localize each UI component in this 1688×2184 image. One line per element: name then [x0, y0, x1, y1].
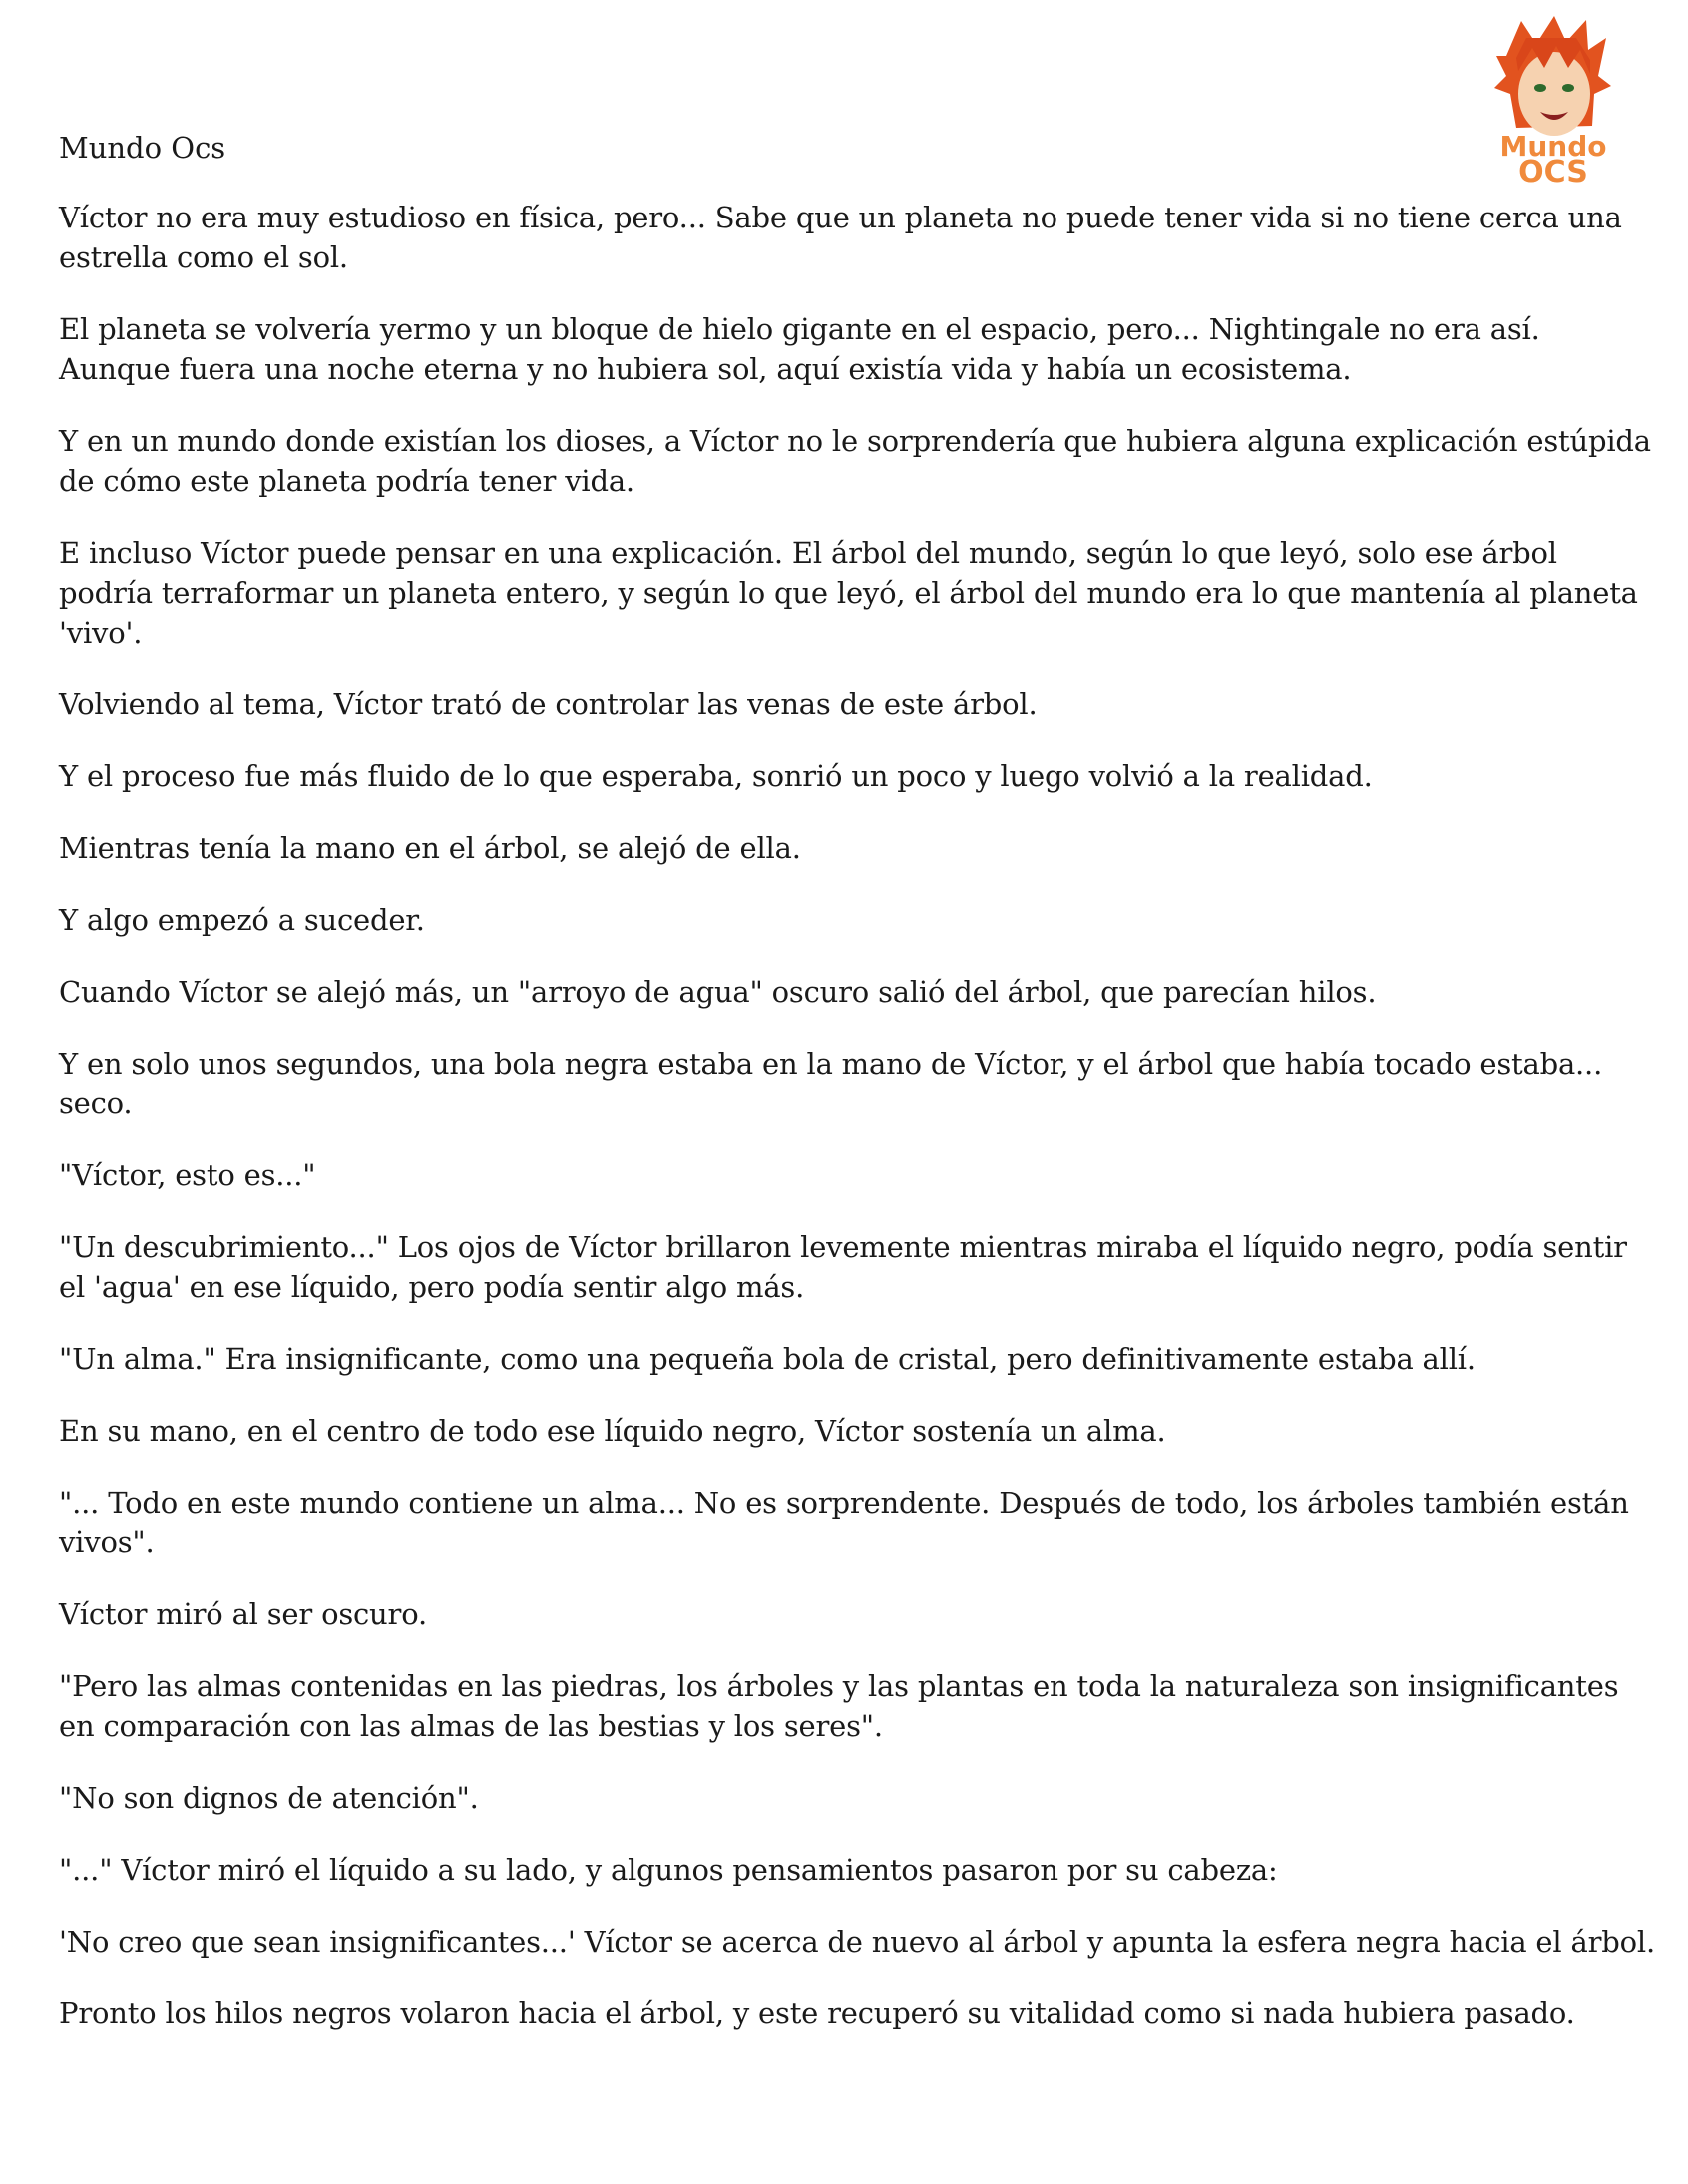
paragraph-list — [59, 198, 1655, 2033]
paragraph: "Víctor, esto es..." — [59, 1158, 316, 1192]
logo-face — [1518, 52, 1590, 136]
paragraph: El planeta se volvería yermo y un bloque de hielo gigante en el espacio, pero... Nightingale no era así. Aunque fuera una noche eterna y no hubiera sol, aquí existía vida y había un ecosistema. — [59, 312, 1540, 386]
paragraph: Cuando Víctor se alejó más, un "arroyo de agua" oscuro salió del árbol, que parecían hilos. — [59, 975, 1377, 1009]
paragraph: Víctor no era muy estudioso en física, pero... Sabe que un planeta no puede tener vida si no tiene cerca una estrella como el sol. — [59, 201, 1622, 274]
paragraph: 'No creo que sean insignificantes...' Víctor se acerca de nuevo al árbol y apunta la esfera negra hacia el árbol. — [59, 1925, 1655, 1959]
paragraph: "Un alma." Era insignificante, como una pequeña bola de cristal, pero definitivamente estaba allí. — [59, 1342, 1476, 1376]
paragraph: Y en un mundo donde existían los dioses, a Víctor no le sorprendería que hubiera alguna explicación estúpida de cómo este planeta podría tener vida. — [59, 424, 1651, 498]
svg-text:OCS: OCS — [1518, 155, 1588, 186]
paragraph: E incluso Víctor puede pensar en una explicación. El árbol del mundo, según lo que leyó, solo ese árbol podría terraformar un planeta entero, y según lo que leyó, el árbol del mundo era lo que mantenía al planeta 'vivo'. — [59, 536, 1638, 650]
paragraph: En su mano, en el centro de todo ese líquido negro, Víctor sostenía un alma. — [59, 1414, 1166, 1448]
paragraph: Y el proceso fue más fluido de lo que esperaba, sonrió un poco y luego volvió a la realidad. — [59, 759, 1373, 793]
paragraph: Y algo empezó a suceder. — [59, 903, 425, 937]
paragraph: "Pero las almas contenidas en las piedras, los árboles y las plantas en toda la naturaleza son insignificantes en comparación con las almas de las bestias y los seres". — [59, 1669, 1619, 1743]
paragraph: Volviendo al tema, Víctor trató de controlar las venas de este árbol. — [59, 687, 1038, 721]
paragraph: Y en solo unos segundos, una bola negra estaba en la mano de Víctor, y el árbol que había tocado estaba... seco. — [59, 1047, 1603, 1120]
paragraph: Víctor miró al ser oscuro. — [59, 1597, 427, 1631]
paragraph: "... Todo en este mundo contiene un alma... No es sorprendente. Después de todo, los árboles también están vivos". — [59, 1486, 1629, 1559]
document-body — [59, 128, 1655, 2065]
document-title: Mundo Ocs — [59, 131, 226, 165]
paragraph: "No son dignos de atención". — [59, 1781, 479, 1815]
logo-text: Mundo — [1499, 130, 1607, 163]
paragraph: "..." Víctor miró el líquido a su lado, y algunos pensamientos pasaron por su cabeza: — [59, 1853, 1278, 1887]
paragraph: "Un descubrimiento..." Los ojos de Víctor brillaron levemente mientras miraba el líquido negro, podía sentir el 'agua' en ese líquido, pero podía sentir algo más. — [59, 1230, 1627, 1304]
paragraph: Pronto los hilos negros volaron hacia el árbol, y este recuperó su vitalidad como si nada hubiera pasado. — [59, 1996, 1575, 2030]
paragraph: Mientras tenía la mano en el árbol, se alejó de ella. — [59, 831, 801, 865]
